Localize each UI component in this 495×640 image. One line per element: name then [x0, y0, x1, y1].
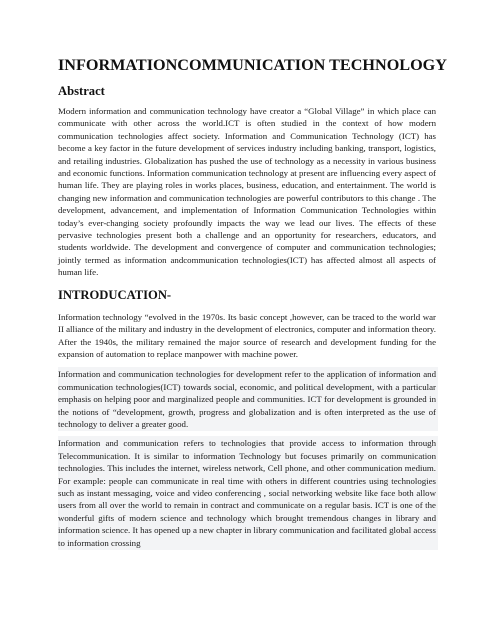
document-page [58, 56, 447, 550]
abstract-paragraph: Modern information and communication technology have creator a “Global Village” in which place can communicate with other across the world.ICT is often studied in the context of how modern communication technologies affect society. Information and Communication Technology (ICT) has become a key factor in the future development of services industry including banking, transport, logistics, and retailing industries. Globalization has pushed the use of technology as a necessity in various business and economic functions. Information communication technology at present are influencing every aspect of human life. They are playing roles in works places, business, education, and entertainment. The world is changing new information and communication technologies are powerful contributors to this change . The development, advancement, and implementation of Information Communication Technologies within today’s ever-changing society profoundly impacts the way we lead our lives. The effects of these pervasive technologies present both a challenge and an opportunity for researchers, educators, and students worldwide. The development and convergence of computer and communication technologies; jointly termed as information andcommunication technologies(ICT) has affected almost all aspects of human life. [58, 106, 436, 278]
document-title: INFORMATIONCOMMUNICATION TECHNOLOGY [58, 56, 447, 74]
intro-paragraph-1: Information technology “evolved in the 1970s. Its basic concept ,however, can be traced to the world war II alliance of the military and industry in the development of electronics, computer and information theory. After the 1940s, the military remained the major source of research and development funding for the expansion of automation to replace manpower with machine power. [58, 311, 436, 359]
introduction-heading: INTRODUCATION- [58, 287, 172, 302]
intro-paragraph-3: Information and communication refers to technologies that provide access to information through Telecommunication. It is similar to information Technology but focuses primarily on communication technologies. This includes the internet, wireless network, Cell phone, and other communication medium. For example: people can communicate in real time with others in different countries using technologies such as instant messaging, voice and video conferencing , social networking website like face both allow users from all over the world to remain in contract and communicate on a regular basis. ICT is one of the wonderful gifts of modern science and technology which brought tremendous changes in library and information science. It has opened up a new chapter in library communication and facilitated global access to information crossing [58, 436, 438, 550]
abstract-heading: Abstract [58, 84, 105, 98]
intro-paragraph-2: Information and communication technologies for development refer to the application of information and communication technologies(ICT) towards social, economic, and political development, with a particular emphasis on helping poor and marginalized people and communities. ICT for development is grounded in the notions of “development, growth, progress and globalization and is often interpreted as the use of technology to deliver a greater good. [58, 367, 438, 431]
